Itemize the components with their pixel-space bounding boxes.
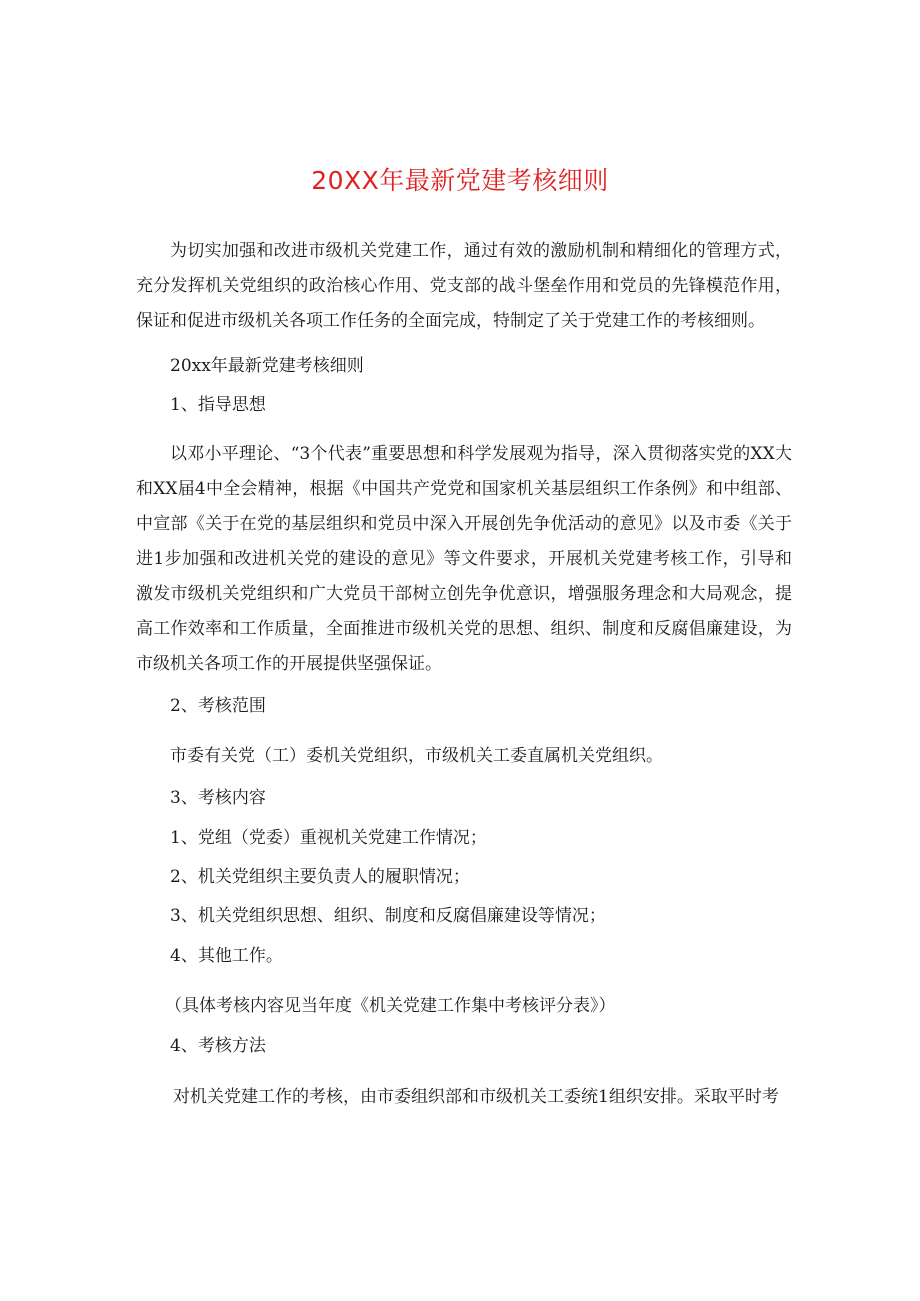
content-item: 1、党组（党委）重视机关党建工作情况；	[170, 828, 487, 848]
intro-paragraph: 为切实加强和改进市级机关党建工作，通过有效的激励机制和精细化的管理方式，充分发挥机关党组织的政治核心作用、党支部的战斗堡垒作用和党员的先锋模范作用，保证和促进市级机关各项工作任务的全面完成，特制定了关于党建工作的考核细则。	[136, 241, 792, 331]
content-note: （具体考核内容见当年度《机关党建工作集中考核评分表》）	[165, 996, 616, 1016]
method-paragraph: 对机关党建工作的考核，由市委组织部和市级机关工委统1组织安排。采取平时考	[173, 1087, 779, 1107]
document-title: 20XX年最新党建考核细则	[311, 166, 609, 195]
content-item: 4、其他工作。	[170, 946, 283, 966]
content-item: 2、机关党组织主要负责人的履职情况；	[170, 867, 470, 887]
section-heading-guiding: 1、指导思想	[170, 395, 266, 415]
subtitle-line: 20xx年最新党建考核细则	[170, 356, 364, 376]
section-heading-method: 4、考核方法	[170, 1036, 266, 1056]
scope-paragraph: 市委有关党（工）委机关党组织，市级机关工委直属机关党组织。	[170, 746, 663, 766]
content-item: 3、机关党组织思想、组织、制度和反腐倡廉建设等情况；	[170, 906, 606, 926]
section-heading-content: 3、考核内容	[170, 788, 266, 808]
section-heading-scope: 2、考核范围	[170, 696, 266, 716]
guiding-paragraph: 以邓小平理论、“3个代表”重要思想和科学发展观为指导，深入贯彻落实党的XX大和XX届4中全会精神，根据《中国共产党党和国家机关基层组织工作条例》和中组部、中宣部《关于在党的基层组织和党员中深入开展创先争优活动的意见》以及市委《关于进1步加强和改进机关党的建设的意见》等文件要求，开展机关党建考核工作，引导和激发市级机关党组织和广大党员干部树立创先争优意识，增强服务理念和大局观念，提高工作效率和工作质量，全面推进市级机关党的思想、组织、制度和反腐倡廉建设，为市级机关各项工作的开展提供坚强保证。	[136, 444, 792, 674]
